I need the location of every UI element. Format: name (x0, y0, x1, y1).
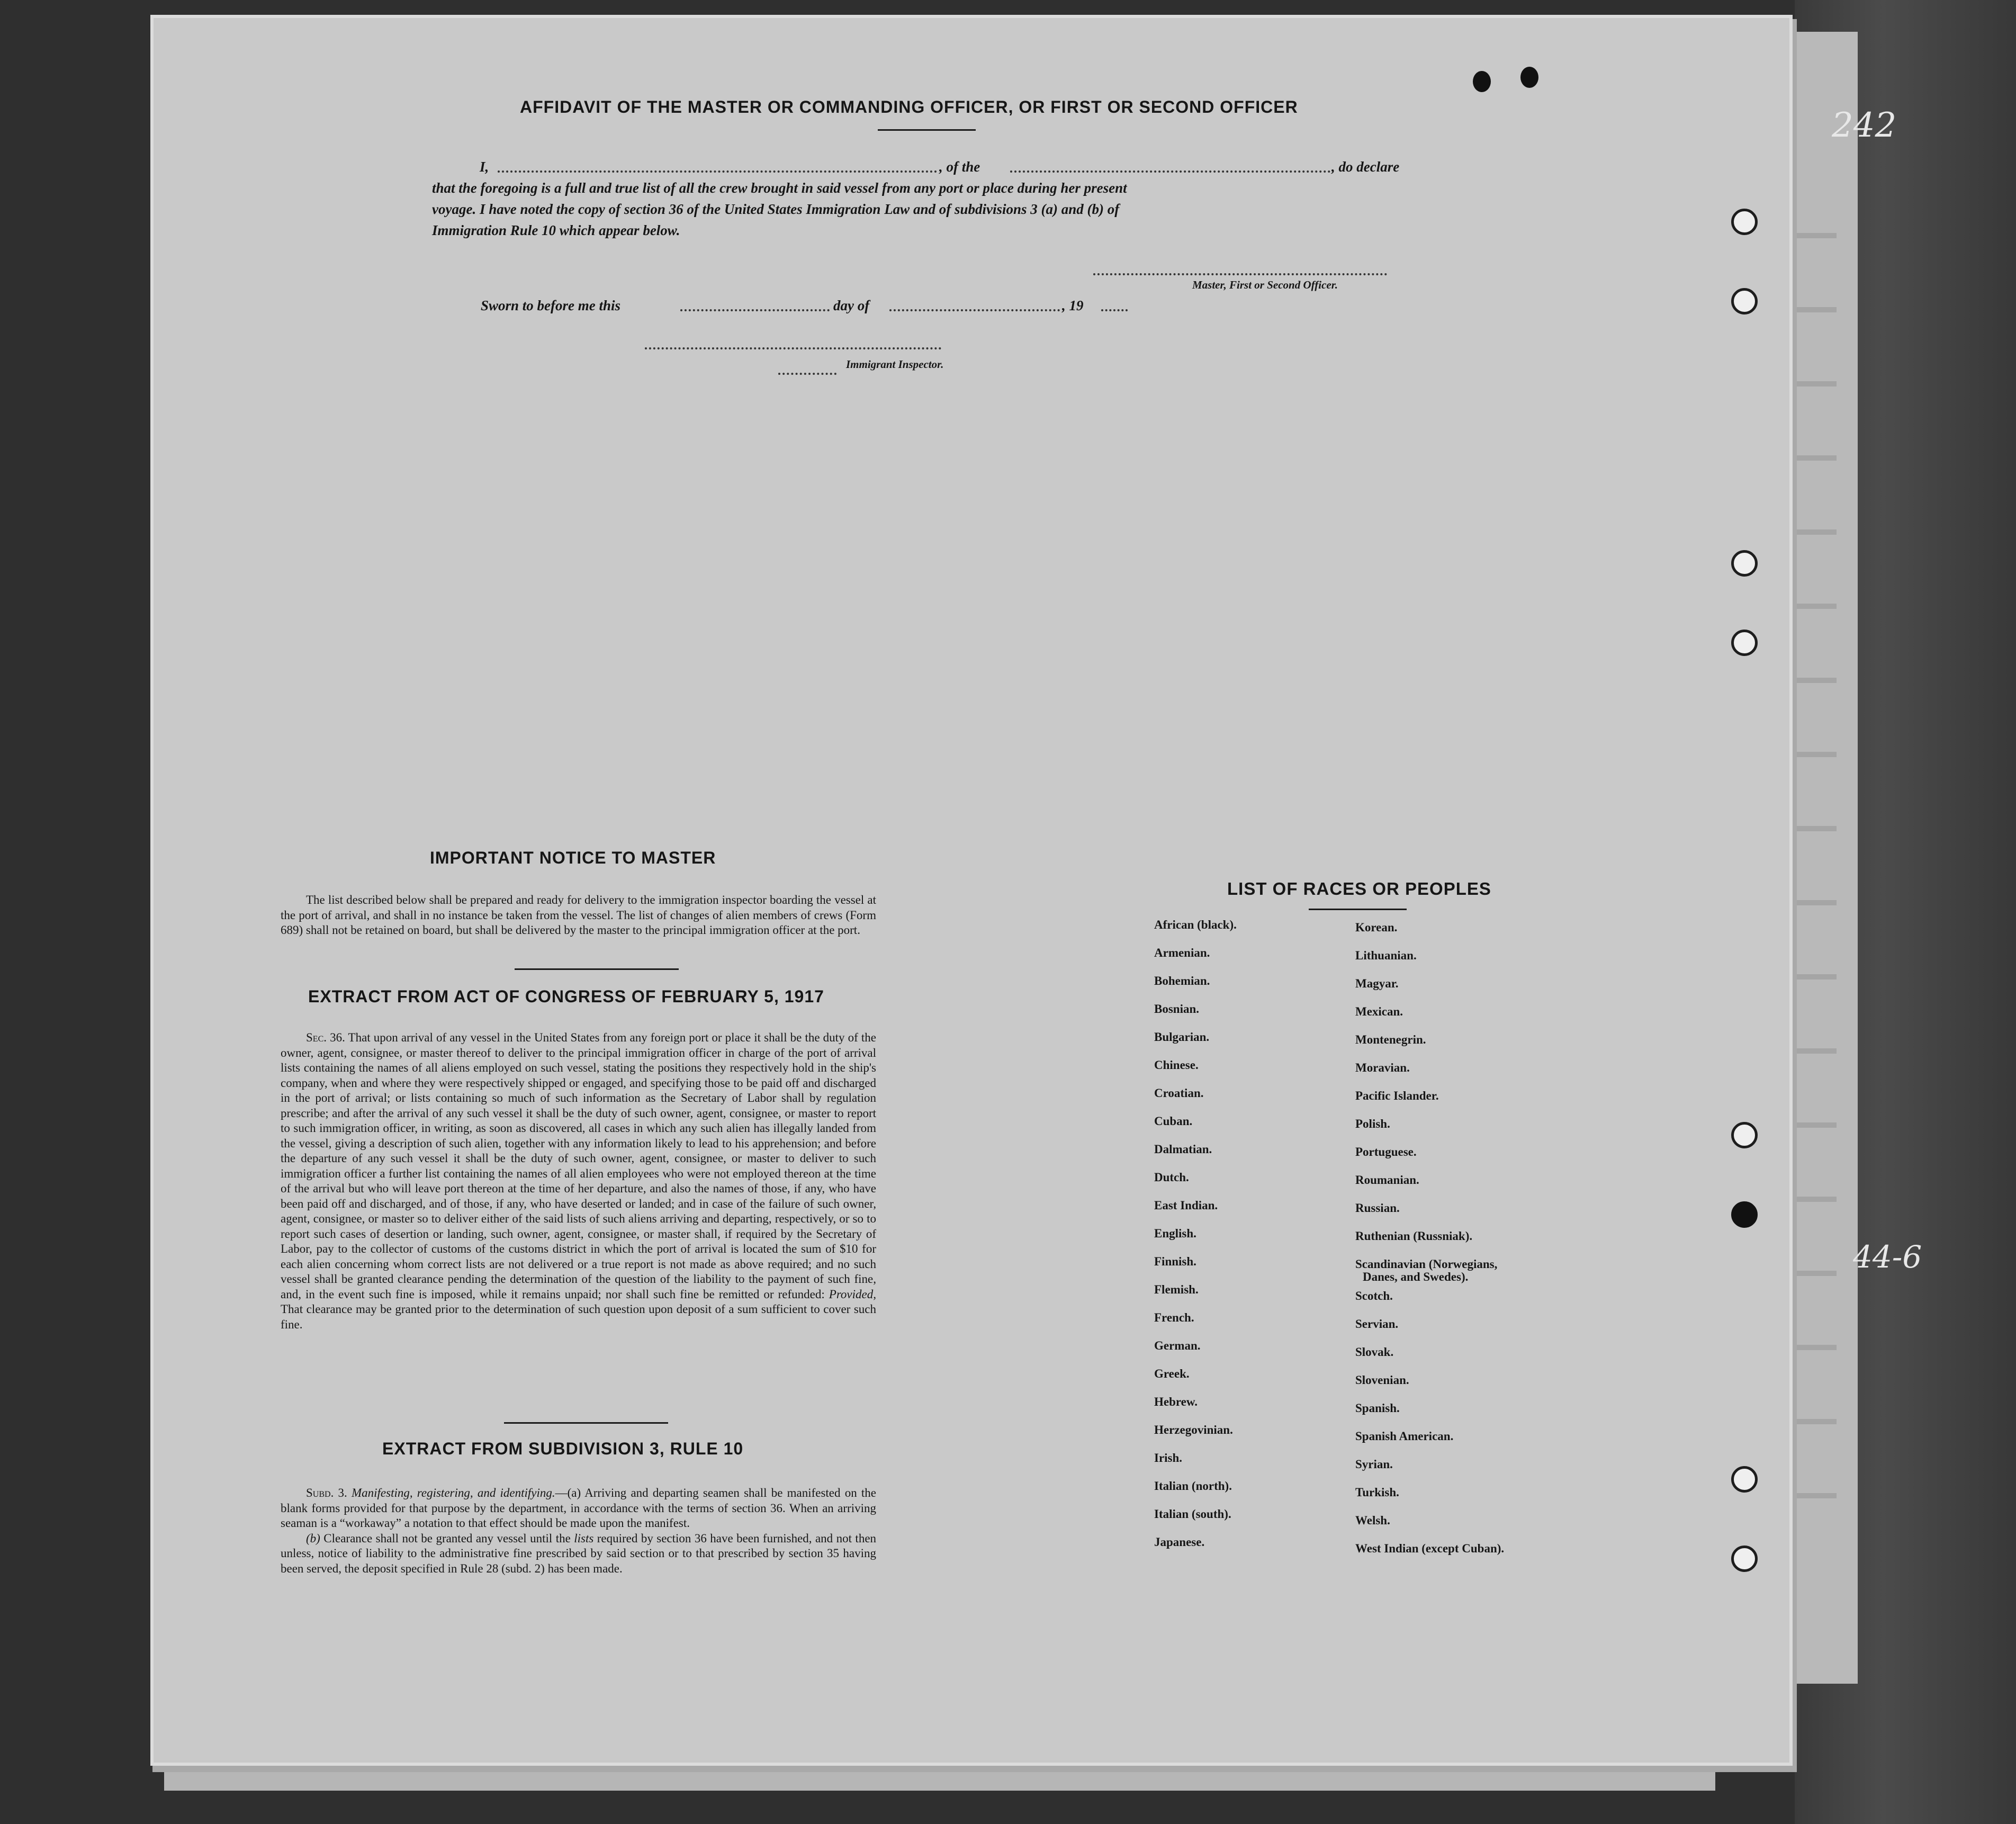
binder-hole-icon (1731, 1546, 1758, 1572)
race-item: Italian (north). (1154, 1479, 1232, 1493)
notice-section (281, 893, 876, 938)
page-bottom-edge (164, 1766, 1715, 1791)
race-item: Bohemian. (1154, 974, 1210, 987)
race-item: Armenian. (1154, 946, 1210, 959)
race-item: Mexican. (1355, 1005, 1403, 1018)
inspector-signature-line (645, 347, 941, 349)
rule-section (281, 1486, 876, 1576)
race-item: Dutch. (1154, 1171, 1189, 1184)
affidavit-heading: AFFIDAVIT OF THE MASTER OR COMMANDING OFFICER, OR FIRST OR SECOND OFFICER (520, 97, 1298, 116)
race-item: Spanish. (1355, 1401, 1400, 1415)
race-item: Pacific Islander. (1355, 1089, 1439, 1102)
race-item: Croatian. (1154, 1086, 1204, 1100)
race-item: Bosnian. (1154, 1002, 1200, 1016)
divider (515, 968, 679, 970)
race-item: Cuban. (1154, 1115, 1193, 1128)
race-item: Chinese. (1154, 1058, 1199, 1072)
race-item: Welsh. (1355, 1514, 1390, 1527)
binder-hole-icon (1731, 288, 1758, 315)
binder-hole-icon (1731, 209, 1758, 235)
race-item: West Indian (except Cuban). (1355, 1542, 1505, 1555)
part-b-label: (b) (306, 1531, 320, 1545)
race-item: Dalmatian. (1154, 1143, 1212, 1156)
binder-hole-icon (1731, 1466, 1758, 1493)
part-b-text-1: Clearance shall not be granted any vessel until the (323, 1531, 571, 1545)
part-b-lists: lists (574, 1531, 594, 1545)
handwritten-page-number: 242 (1832, 106, 1897, 145)
sworn-label: Sworn to before me this (481, 298, 621, 313)
race-item: African (black). (1154, 918, 1237, 931)
race-item: French. (1154, 1311, 1194, 1324)
subd-title: Manifesting, registering, and identifying. (351, 1486, 555, 1499)
race-item: Irish. (1154, 1451, 1183, 1464)
binder-hole-icon (1731, 1201, 1758, 1228)
race-item: Korean. (1355, 921, 1398, 934)
subd-label: Subd. 3. (306, 1486, 347, 1499)
race-item: Danes, and Swedes). (1363, 1270, 1469, 1283)
race-item: Italian (south). (1154, 1507, 1231, 1521)
part-a-label: —(a) (555, 1486, 581, 1499)
vessel-blank (1010, 170, 1330, 173)
binder-hole-icon (1731, 630, 1758, 656)
day-of-label: day of (833, 298, 870, 313)
race-item: Flemish. (1154, 1283, 1199, 1296)
races-heading: LIST OF RACES OR PEOPLES (1227, 879, 1491, 898)
do-declare-label: , do declare (1331, 159, 1400, 175)
race-item: Bulgarian. (1154, 1030, 1210, 1044)
punch-hole-icon (1473, 71, 1491, 92)
race-item: Greek. (1154, 1367, 1190, 1380)
sworn-day-blank (680, 309, 830, 311)
race-item: Scandinavian (Norwegians, (1355, 1257, 1498, 1271)
race-item: Servian. (1355, 1317, 1399, 1331)
sworn-month-blank (889, 309, 1060, 311)
signature-line (1093, 273, 1387, 275)
affidavit-body-line-2: voyage. I have noted the copy of section 36 of the United States Immigration Law and of subdivisions 3 (a) and (b) of (432, 201, 1120, 217)
race-item: Ruthenian (Russniak). (1355, 1229, 1473, 1243)
race-item: Japanese. (1154, 1535, 1205, 1549)
race-item: German. (1154, 1339, 1201, 1352)
act-section (281, 1030, 876, 1332)
race-item: Spanish American. (1355, 1430, 1454, 1443)
race-item: Magyar. (1355, 977, 1399, 990)
document-page (154, 18, 1789, 1763)
act-text-end: That clearance may be granted prior to the determination of such question upon deposit of a sum sufficient to cover such fine. (281, 1302, 876, 1331)
affidavit-i-label: I, (480, 159, 489, 175)
divider (504, 1422, 668, 1424)
race-item: Syrian. (1355, 1458, 1393, 1471)
of-the-label: , of the (939, 159, 980, 175)
notice-text: The list described below shall be prepared and ready for delivery to the immigration inspector boarding the vessel at the port of arrival, and shall in no instance be taken from the vessel. The list of changes of alien members of crews (Form 689) shall not be retained on board, but shall be delivered by the master to the principal immigration officer at the port. (281, 893, 876, 937)
divider (878, 129, 976, 131)
race-item: Polish. (1355, 1117, 1390, 1130)
notice-heading: IMPORTANT NOTICE TO MASTER (430, 848, 716, 867)
race-item: Lithuanian. (1355, 949, 1417, 962)
rule-heading: EXTRACT FROM SUBDIVISION 3, RULE 10 (382, 1439, 744, 1458)
race-item: Scotch. (1355, 1289, 1393, 1302)
part-b-text-2: required by section 36 have been furnished, and not then unless, notice of liability to the administrative fine prescribed by said section or to that prescribed by section 35 having been served, the deposit specified in Rule 28 (subd. 2) has been made. (281, 1531, 877, 1575)
race-item: Portuguese. (1355, 1145, 1417, 1158)
act-heading: EXTRACT FROM ACT OF CONGRESS OF FEBRUARY 5, 1917 (308, 987, 824, 1006)
name-blank (498, 170, 937, 173)
race-item: Russian. (1355, 1201, 1400, 1215)
race-item: Hebrew. (1154, 1395, 1198, 1408)
race-item: Turkish. (1355, 1486, 1399, 1499)
race-item: East Indian. (1154, 1199, 1218, 1212)
inspector-caption: Immigrant Inspector. (846, 358, 944, 371)
race-item: Montenegrin. (1355, 1033, 1426, 1046)
sworn-year-blank (1101, 309, 1128, 311)
part-a-text: Arriving and departing seamen shall be manifested on the blank forms provided for that purpose by the department, in accordance with the terms of section 36. When an arriving seaman is a “workaway” a notation to that effect should be made upon the manifest. (281, 1486, 876, 1530)
affidavit-body-line-1: that the foregoing is a full and true list of all the crew brought in said vessel from any port or place during her present (432, 180, 1127, 196)
race-item: Finnish. (1154, 1255, 1196, 1268)
race-item: Roumanian. (1355, 1173, 1419, 1187)
race-item: Herzegovinian. (1154, 1423, 1233, 1436)
handwritten-margin-note: 44-6 (1853, 1239, 1922, 1275)
binder-hole-icon (1731, 550, 1758, 577)
signature-caption: Master, First or Second Officer. (1192, 278, 1338, 291)
inspector-caption-leader (778, 373, 836, 375)
act-text: That upon arrival of any vessel in the United States from any foreign port or place it shall be the duty of the owner, agent, consignee, or master thereof to deliver to the principal immigration officer in charge of the port of arrival lists containing the names of all aliens employed on such vessel, stating the positions they respectively hold in the ship's company, when and where they were respectively shipped or engaged, and specifying those to be paid off and discharged in the port of arrival; or lists containing so much of such information as the Secretary of Labor shall by regulation prescribe; and after the arrival of any such vessel it shall be the duty of such owner, agent, consignee, or master to report to such immigration officer, in writing, as soon as discovered, all cases in which any such alien has illegally landed from the vessel, giving a description of such alien, together with any information likely to lead to his apprehension; and before the departure of any such vessel it shall be the duty of such owner, agent, consignee, or master to deliver to such immigration officer a further list containing the names of all alien employees who were not employed thereon at the time of the arrival but who will leave port thereon at the time of her departure, and also the names of those, if any, who have been paid off and discharged, and of those, if any, who have deserted or landed; and in case of the failure of such owner, agent, consignee, or master so to deliver either of the said lists of such aliens arriving and departing, respectively, or so to report such cases of desertion or landing, such owner, agent, consignee, or master shall, if required by the Secretary of Labor, pay to the collector of customs of the customs district in which the port of arrival is located the sum of $10 for each alien concerning whom correct lists are not delivered or a true report is not made as above required; and no such vessel shall be granted clearance pending the determination of the question of the liability to the payment of such fine, and, in the event such fine is imposed, while it remains unpaid; nor shall such fine be remitted or refunded: (281, 1031, 876, 1301)
provided-label: Provided, (829, 1287, 876, 1301)
divider (1309, 909, 1407, 910)
race-item: English. (1154, 1227, 1196, 1240)
affidavit-body-line-3: Immigration Rule 10 which appear below. (432, 222, 680, 238)
race-item: Moravian. (1355, 1061, 1410, 1074)
race-item: Slovenian. (1355, 1373, 1409, 1387)
section-label: Sec. 36. (306, 1031, 345, 1044)
binder-hole-icon (1731, 1122, 1758, 1148)
punch-hole-icon (1520, 67, 1538, 88)
race-item: Slovak. (1355, 1345, 1394, 1359)
year-label: , 19 (1062, 298, 1084, 313)
